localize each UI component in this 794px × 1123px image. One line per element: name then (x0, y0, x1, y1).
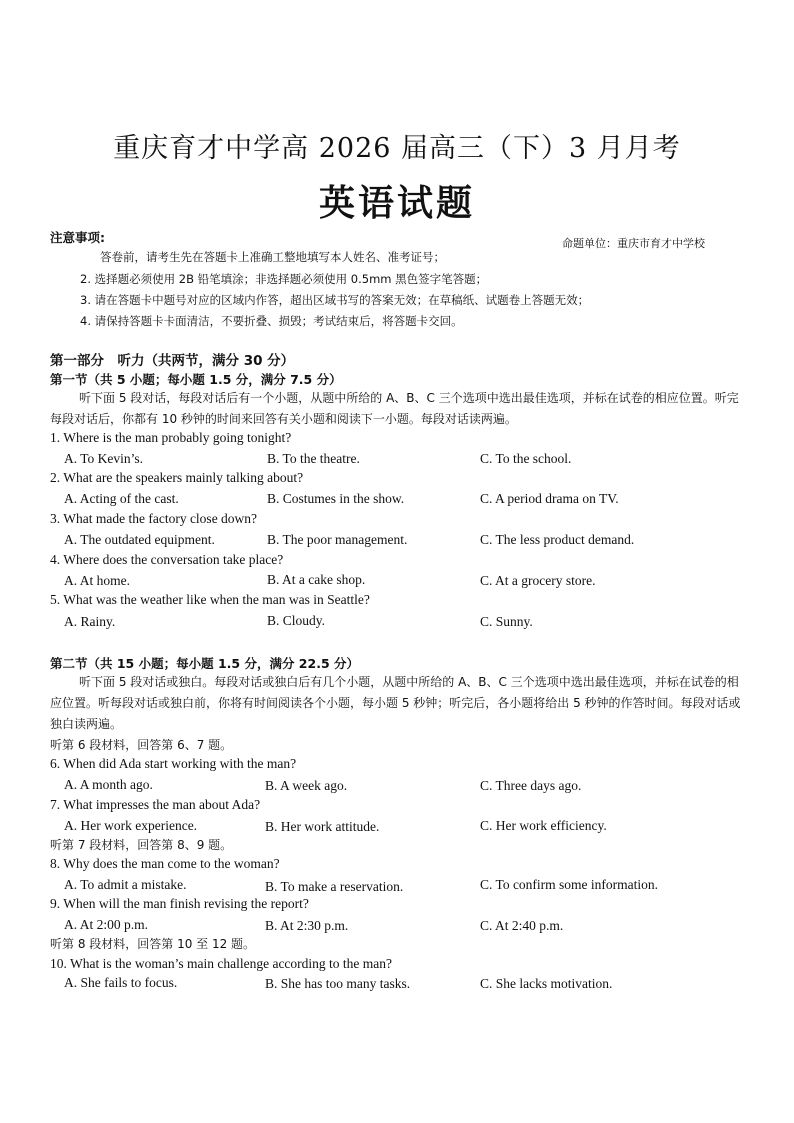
question-2-option-c: C. A period drama on TV. (480, 491, 619, 506)
page-title: 重庆育才中学高 2026 届高三（下）3 月月考 (113, 133, 681, 164)
question-3-option-a: A. The outdated equipment. (64, 532, 215, 547)
question-4-option-a: A. At home. (64, 573, 130, 588)
question-8-option-c: C. To confirm some information. (480, 877, 659, 892)
question-9-option-b: B. At 2:30 p.m. (265, 918, 349, 933)
question-1-option-b: B. To the theatre. (267, 451, 360, 466)
section2-instructions: 听下面 5 段对话或独白。每段对话或独白后有几个小题，从题中所给的 A、B、C 三个选项中选出最佳选项，并标在试卷的相应位置。听每段对话或独白前，你将有时间阅读各个小题，每小题 5 秒钟；听完后，各小题将给出 5 秒钟的作答时间。每段对话或独白读两遍。 (50, 675, 741, 731)
question-3-stem: 3. What made the factory close down? (50, 511, 258, 526)
question-4-stem: 4. Where does the conversation take place? (50, 552, 284, 567)
material-8-note: 听第 8 段材料，回答第 10 至 12 题。 (50, 937, 256, 951)
question-7-option-a: A. Her work experience. (64, 818, 198, 833)
notice-item-2: 2. 选择题必须使用 2B 铅笔填涂；非选择题必须使用 0.5mm 黑色签字笔答题； (80, 272, 488, 286)
question-2-option-b: B. Costumes in the show. (267, 491, 405, 506)
issuer-label: 命题单位：重庆市育才中学校 (562, 237, 705, 250)
question-3-option-c: C. The less product demand. (480, 532, 635, 547)
section1-heading: 第一节（共 5 小题；每小题 1.5 分，满分 7.5 分） (50, 372, 342, 387)
page-subtitle: 英语试题 (318, 182, 475, 224)
question-10-option-b: B. She has too many tasks. (265, 976, 411, 991)
question-7-option-c: C. Her work efficiency. (480, 818, 607, 833)
question-6-option-b: B. A week ago. (265, 778, 348, 793)
question-2-option-a: A. Acting of the cast. (64, 491, 179, 506)
question-10-stem: 10. What is the woman’s main challenge according to the man? (50, 956, 393, 971)
notice-item-3: 3. 请在答题卡中题号对应的区域内作答，超出区域书写的答案无效；在草稿纸、试题卷上答题无效； (80, 293, 590, 307)
section2-heading: 第二节（共 15 小题；每小题 1.5 分，满分 22.5 分） (50, 656, 359, 671)
notice-heading: 注意事项: (50, 230, 105, 245)
question-4-option-b: B. At a cake shop. (267, 572, 366, 587)
question-8-option-a: A. To admit a mistake. (64, 877, 187, 892)
question-6-option-a: A. A month ago. (64, 777, 153, 792)
question-1-stem: 1. Where is the man probably going tonight? (50, 430, 292, 445)
material-6-note: 听第 6 段材料，回答第 6、7 题。 (50, 738, 233, 752)
question-8-option-b: B. To make a reservation. (265, 879, 404, 894)
question-10-option-c: C. She lacks motivation. (480, 976, 613, 991)
question-5-option-c: C. Sunny. (480, 614, 533, 629)
notice-item-1: 答卷前，请考生先在答题卡上准确工整地填写本人姓名、准考证号； (100, 250, 445, 264)
question-4-option-c: C. At a grocery store. (480, 573, 596, 588)
question-5-stem: 5. What was the weather like when the man was in Seattle? (50, 592, 370, 607)
question-5-option-a: A. Rainy. (64, 614, 116, 629)
question-1-option-c: C. To the school. (480, 451, 572, 466)
notice-item-4: 4. 请保持答题卡卡面清洁，不要折叠、损毁；考试结束后，将答题卡交回。 (80, 314, 463, 328)
question-3-option-b: B. The poor management. (267, 532, 408, 547)
question-9-option-c: C. At 2:40 p.m. (480, 918, 564, 933)
section1-instructions: 听下面 5 段对话，每段对话后有一个小题，从题中所给的 A、B、C 三个选项中选出最佳选项，并标在试卷的相应位置。听完每段对话后，你都有 10 秒钟的时间来回答有关小题和阅读下一小题。每段对话读两遍。 (50, 391, 739, 426)
question-8-stem: 8. Why does the man come to the woman? (50, 856, 280, 871)
question-5-option-b: B. Cloudy. (267, 613, 326, 628)
part1-heading: 第一部分 听力（共两节，满分 30 分） (50, 353, 295, 369)
question-9-option-a: A. At 2:00 p.m. (64, 917, 149, 932)
question-6-option-c: C. Three days ago. (480, 778, 582, 793)
question-6-stem: 6. When did Ada start working with the man? (50, 756, 297, 771)
question-9-stem: 9. When will the man finish revising the report? (50, 896, 309, 911)
material-7-note: 听第 7 段材料，回答第 8、9 题。 (50, 838, 233, 852)
question-7-stem: 7. What impresses the man about Ada? (50, 797, 261, 812)
question-2-stem: 2. What are the speakers mainly talking about? (50, 470, 304, 485)
question-10-option-a: A. She fails to focus. (64, 975, 178, 990)
question-7-option-b: B. Her work attitude. (265, 819, 380, 834)
question-1-option-a: A. To Kevin’s. (64, 451, 144, 466)
